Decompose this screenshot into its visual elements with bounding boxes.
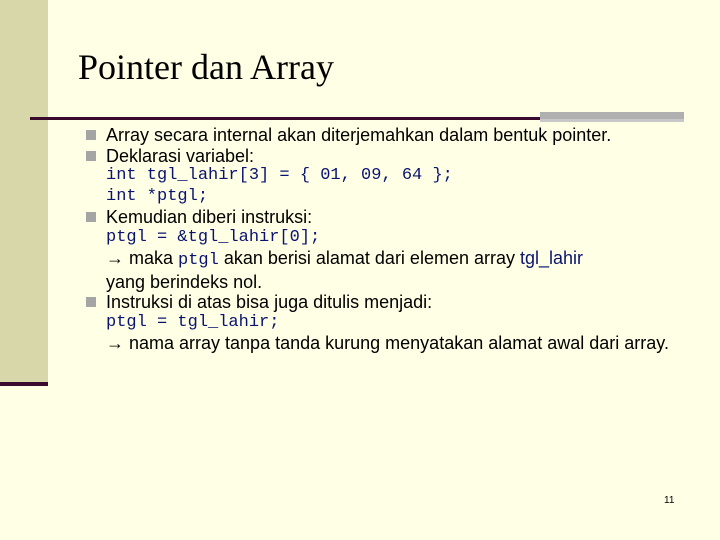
square-bullet-icon <box>86 212 96 222</box>
square-bullet-icon <box>86 151 96 161</box>
square-bullet-icon <box>86 297 96 307</box>
code-line: int *ptgl; <box>106 186 209 206</box>
square-bullet-icon <box>86 130 96 140</box>
title-underline <box>30 117 540 120</box>
slide-body <box>86 125 686 354</box>
arrow-icon: → <box>106 248 124 268</box>
highlighted-term: tgl_lahir <box>519 248 584 268</box>
bullet-text: Instruksi di atas bisa juga ditulis menjadi: <box>106 292 433 312</box>
slide-title: Pointer dan Array <box>78 47 334 87</box>
bullet-item <box>86 125 686 146</box>
code-line: int tgl_lahir[3] = { 01, 09, 64 }; <box>106 166 453 185</box>
code-line: ptgl = tgl_lahir; <box>106 312 280 332</box>
left-band-edge <box>0 382 48 386</box>
bullet-text: Kemudian diberi instruksi: <box>106 207 313 227</box>
bullet-item <box>86 146 686 167</box>
bullet-item <box>86 207 686 228</box>
bullet-text: Deklarasi variabel: <box>106 145 255 166</box>
inline-code: ptgl <box>178 251 219 270</box>
page-number: 11 <box>664 495 675 506</box>
arrow-icon: → <box>106 333 124 353</box>
bullet-item <box>86 292 686 313</box>
code-line: ptgl = &tgl_lahir[0]; <box>106 227 321 247</box>
left-decorative-band <box>0 0 48 382</box>
title-underline-accent-shadow <box>540 119 684 122</box>
title-underline-accent <box>540 112 684 119</box>
bullet-text: Array secara internal akan diterjemahkan dalam bentuk pointer. <box>106 125 612 145</box>
explanation-note: → maka ptgl akan berisi alamat dari elemen array tgl_lahir yang berindeks nol. <box>106 248 584 292</box>
explanation-note: → nama array tanpa tanda kurung menyatakan alamat awal dari array. <box>106 333 669 353</box>
